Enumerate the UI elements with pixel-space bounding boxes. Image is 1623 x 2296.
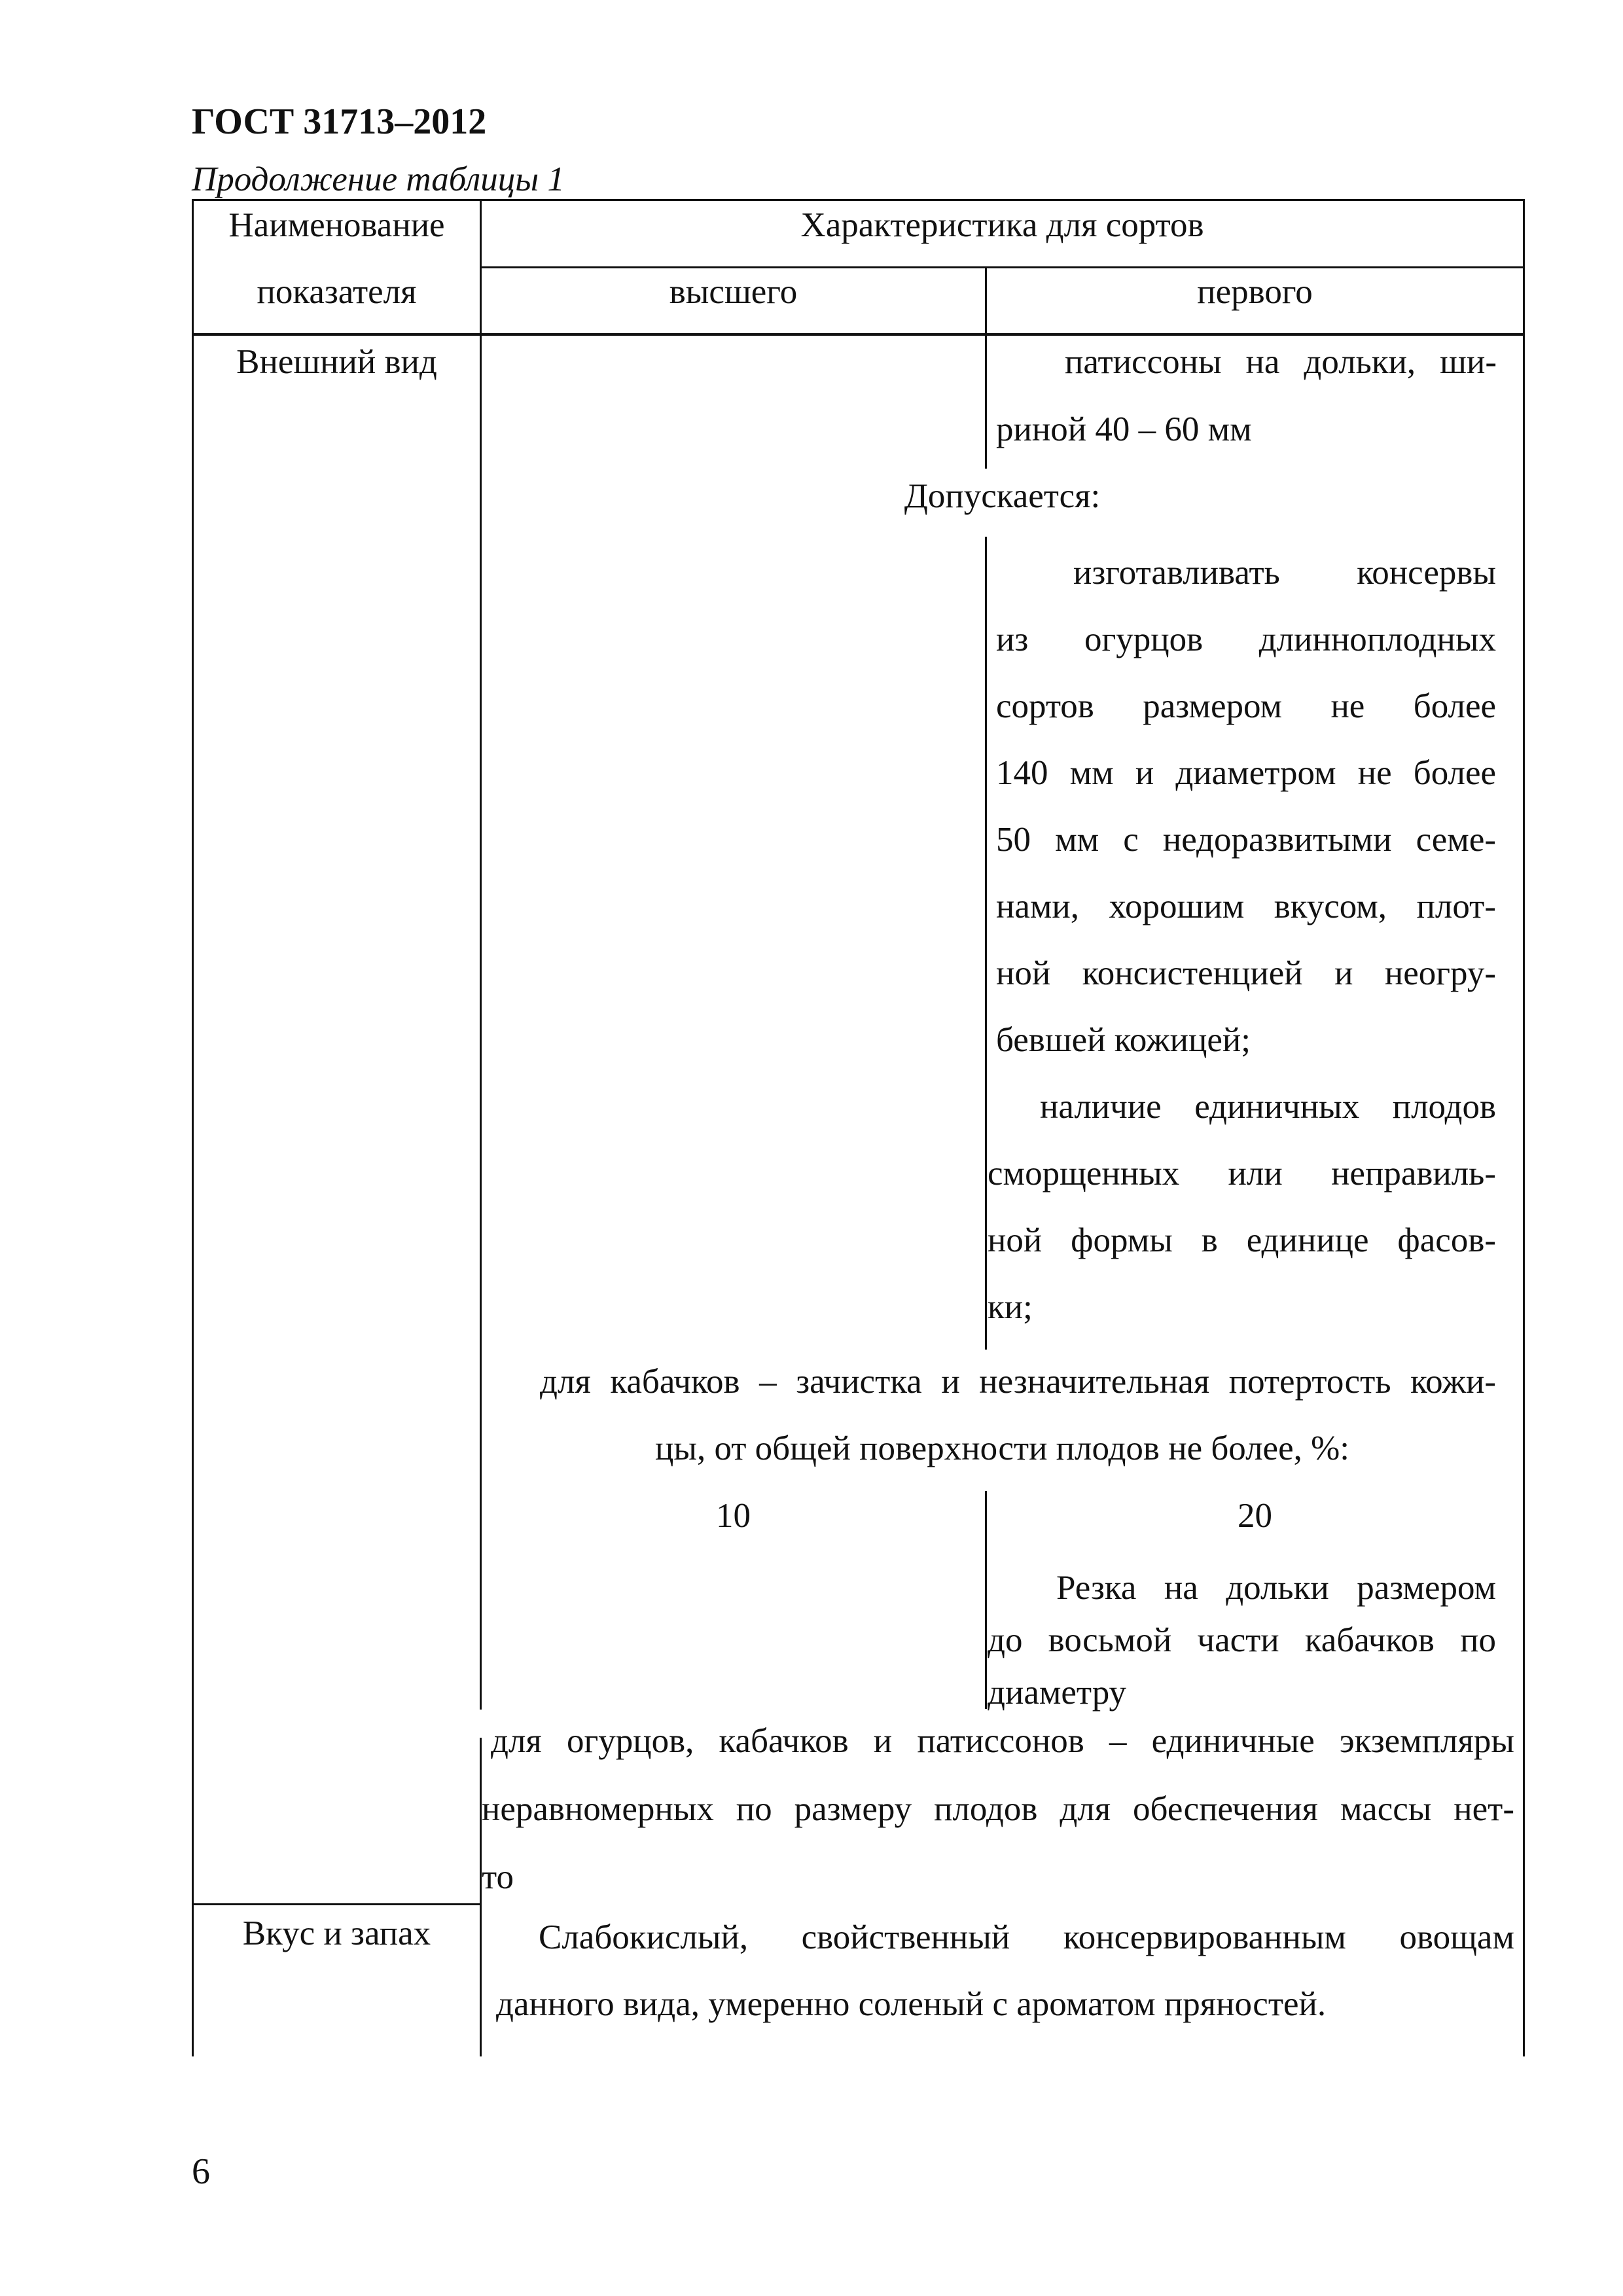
first-grade-text: патиссоны на дольки, ши-: [1065, 343, 1497, 381]
first-grade-line: ки;: [988, 1288, 1033, 1326]
common-requirement: то: [482, 1858, 514, 1896]
value-high-grade: 10: [716, 1497, 751, 1535]
zucchini-requirement: цы, от общей поверхности плодов не более, %:: [655, 1429, 1349, 1467]
col-header-characteristic: Характеристика для сортов: [800, 206, 1204, 244]
table-continuation-caption: Продолжение таблицы 1: [192, 160, 565, 198]
col-header-name-line1: Наименование: [228, 206, 445, 244]
first-grade-line: наличие единичных плодов: [1040, 1088, 1496, 1126]
standard-number: ГОСТ 31713–2012: [192, 101, 487, 142]
first-grade-line: нами, хорошим вкусом, плот-: [996, 888, 1496, 925]
zucchini-requirement: для кабачков – зачистка и незначительная потертость кожи-: [540, 1363, 1496, 1401]
taste-description: данного вида, умеренно соленый с ароматом пряностей.: [496, 1985, 1327, 2023]
col-header-name-line2: показателя: [257, 273, 417, 311]
first-grade-line: изготавливать консервы: [1073, 554, 1496, 592]
common-requirement: для огурцов, кабачков и патиссонов – единичные экземпляры: [491, 1722, 1514, 1760]
allowed-label: Допускается:: [904, 477, 1101, 515]
common-requirement: неравномерных по размеру плодов для обеспечения массы нет-: [482, 1790, 1514, 1828]
cut-requirement: диаметру: [988, 1674, 1127, 1712]
first-grade-line: 140 мм и диаметром не более: [996, 754, 1496, 792]
col-header-grade-first: первого: [1197, 273, 1313, 311]
page-number: 6: [192, 2151, 210, 2192]
first-grade-line: сморщенных или неправиль-: [988, 1155, 1496, 1193]
taste-description: Слабокислый, свойственный консервированным овощам: [539, 1918, 1514, 1956]
first-grade-line: из огурцов длинноплодных: [996, 620, 1496, 658]
first-grade-line: бевшей кожицей;: [996, 1021, 1251, 1059]
first-grade-text: риной 40 – 60 мм: [996, 410, 1252, 448]
first-grade-line: 50 мм с недоразвитыми семе-: [996, 821, 1496, 859]
row-name-appearance: Внешний вид: [236, 343, 437, 381]
cut-requirement: Резка на дольки размером: [1056, 1569, 1496, 1607]
col-header-grade-high: высшего: [669, 273, 798, 311]
value-first-grade: 20: [1238, 1497, 1272, 1535]
first-grade-line: ной консистенцией и неогру-: [996, 954, 1496, 992]
first-grade-line: ной формы в единице фасов-: [988, 1221, 1496, 1259]
cut-requirement: до восьмой части кабачков по: [988, 1621, 1496, 1659]
first-grade-line: сортов размером не более: [996, 687, 1496, 725]
row-name-taste: Вкус и запах: [242, 1914, 431, 1952]
